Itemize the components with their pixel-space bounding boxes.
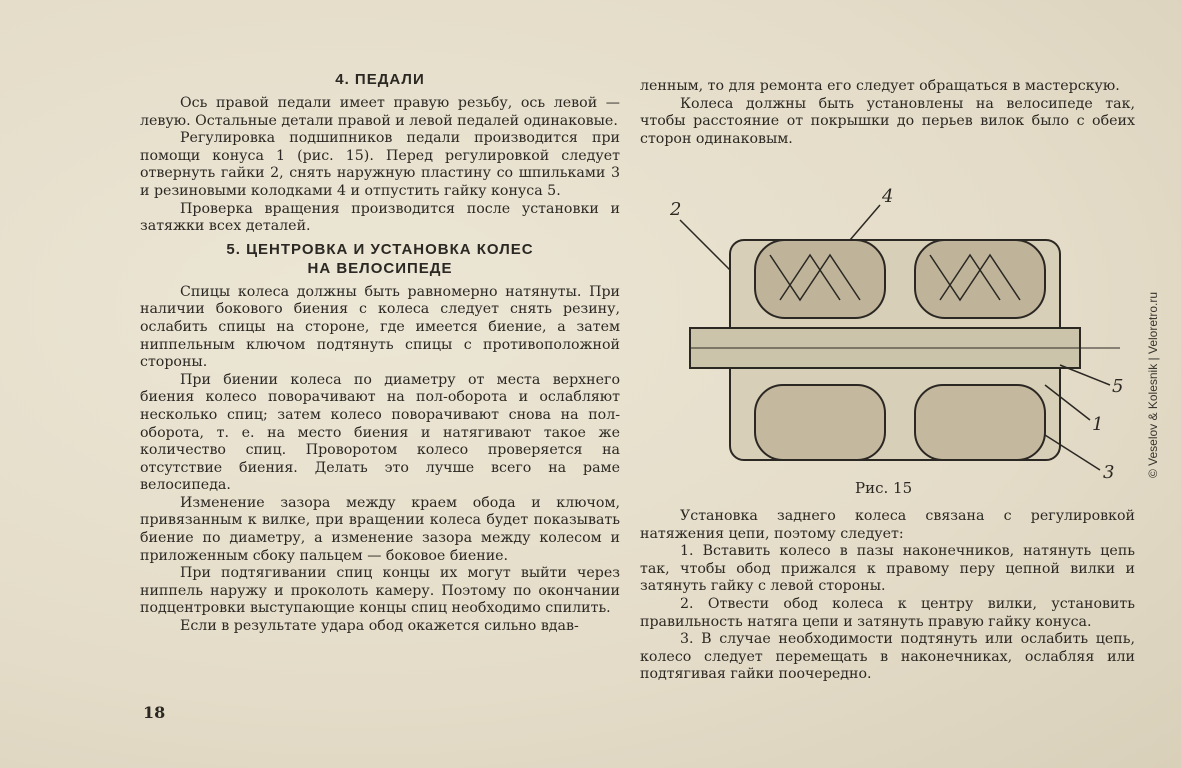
left-page-text <box>140 70 620 636</box>
section-heading-pedals: 4. ПЕДАЛИ <box>335 71 425 88</box>
watermark: © Veselov & Kolesnik | Veloretro.ru <box>1146 291 1160 479</box>
paragraph: Ось правой педали имеет правую резьбу, ось левой — левую. Остальные детали правой и левой педалей одинаковые. <box>140 95 620 129</box>
paragraph: Спицы колеса должны быть равномерно натянуты. При наличии бокового биения с колеса следует снять резину, ослабить спицы на стороне, где имеется биение, а затем ниппельным ключом подтянуть спицы с противоположной стороны. <box>140 283 620 371</box>
paragraph: 1. Вставить колесо в пазы наконечников, натянуть цепь так, чтобы обод прижался к правому перу цепной вилки и затянуть гайку с левой стороны. <box>640 543 1135 595</box>
figure-caption: Рис. 15 <box>855 479 913 497</box>
paragraph: Колеса должны быть установлены на велосипеде так, чтобы расстояние от покрышки до перьев вилок было с обеих сторон одинаковым. <box>640 95 1135 147</box>
paragraph: При биении колеса по диаметру от места верхнего биения колесо поворачивают на пол-оборота и ослабляют несколько спиц; затем колесо поворачивают снова на пол-оборота, т. е. на место биения и натягивают такое же количество спиц. Проворотом колесо проверяется на отсутствие биения. Делать это лучше всего на раме велосипеда. <box>140 371 620 494</box>
page-number: 18 <box>143 703 166 722</box>
heading-line: НА ВЕЛОСИПЕДЕ <box>307 259 453 277</box>
pedal-diagram <box>660 180 1130 490</box>
section-heading-wheels <box>140 240 620 278</box>
figure-label: 2 <box>670 199 682 220</box>
figure-label: 5 <box>1112 376 1124 397</box>
paragraph: Если в результате удара обод окажется сильно вдав- <box>180 618 579 635</box>
rubber-block-bottom-left <box>755 385 885 460</box>
figure-label: 3 <box>1103 462 1115 483</box>
right-page-bottom-text <box>640 508 1135 684</box>
paragraph: 2. Отвести обод колеса к центру вилки, установить правильность натяга цепи и затянуть правую гайку конуса. <box>640 595 1135 630</box>
paragraph: Установка заднего колеса связана с регулировкой натяжения цепи, поэтому следует: <box>640 508 1135 542</box>
heading-line: 5. ЦЕНТРОВКА И УСТАНОВКА КОЛЕС <box>226 240 534 258</box>
paragraph: Регулировка подшипников педали производится при помощи конуса 1 (рис. 15). Перед регулировкой следует отвернуть гайки 2, снять наружную пластину со шпильками 3 и резиновыми колодками 4 и отпустить гайку конуса 5. <box>140 130 620 199</box>
paragraph: Проверка вращения производится после установки и затяжки всех деталей. <box>140 200 620 235</box>
rubber-block-bottom-right <box>915 385 1045 460</box>
paragraph: При подтягивании спиц концы их могут выйти через ниппель наружу и проколоть камеру. Поэтому по окончании подцентровки выступающие концы спиц необходимо спилить. <box>140 565 620 617</box>
rubber-block-top-right <box>915 240 1045 318</box>
paragraph: ленным, то для ремонта его следует обращаться в мастерскую. <box>640 78 1120 94</box>
figure-label: 1 <box>1092 414 1104 435</box>
paragraph: Изменение зазора между краем обода и ключом, привязанным к вилке, при вращении колеса будет показывать биение по диаметру, а изменение зазора между колесом и приложенным сбоку пальцем — боковое биение. <box>140 494 620 564</box>
right-page-top-text <box>640 78 1135 148</box>
figure-label: 4 <box>882 186 894 207</box>
paragraph: 3. В случае необходимости подтянуть или ослабить цепь, колесо следует перемещать в наконечниках, ослабляя или подтягивая гайки поочередно. <box>640 631 1135 683</box>
rubber-block-top-left <box>755 240 885 318</box>
